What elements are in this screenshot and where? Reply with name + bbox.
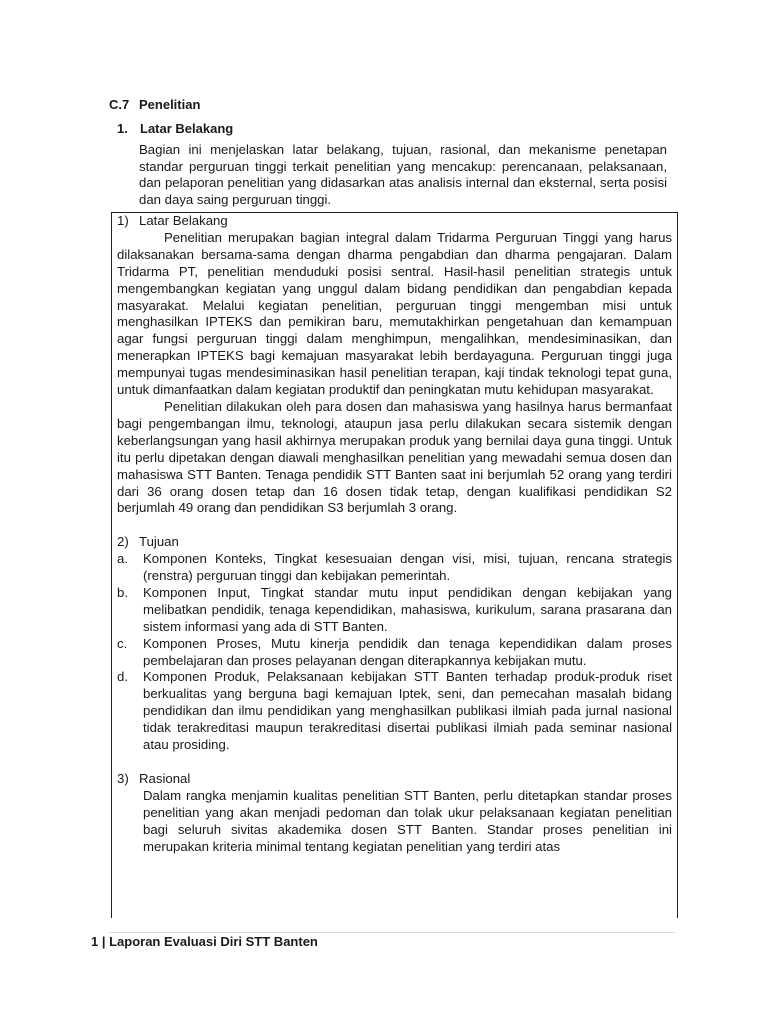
- latar-title: Latar Belakang: [139, 213, 228, 228]
- list-marker: b.: [117, 584, 128, 600]
- section-title: Penelitian: [139, 97, 201, 112]
- footer-divider: [109, 932, 675, 933]
- tujuan-item-b: [117, 585, 672, 636]
- subsection-title: Latar Belakang: [140, 121, 234, 136]
- tujuan-title-text: Tujuan: [139, 534, 179, 550]
- latar-paragraph-2: Penelitian dilakukan oleh para dosen dan mahasiswa yang hasilnya harus bermanfaat bagi pengembangan ilmu, teknologi, ataupun jasa perlu dilakukan secara sistemik dengan keberlangsungan yang hasil akhirnya merupakan produk yang bernilai daya guna tinggi. Untuk itu perlu dipetakan dengan diawali menghasilkan penelitian yang mewadahi semua dosen dan mahasiswa STT Banten. Tenaga pendidik STT Banten saat ini berjumlah 52 orang yang terdiri dari 36 orang dosen tetap dan 16 dosen tidak tetap, dengan kualifikasi pendidikan S2 berjumlah 49 orang dan pendidikan S3 berjumlah 3 orang.: [117, 398, 672, 516]
- section-heading: [109, 97, 200, 112]
- list-marker: a.: [117, 551, 128, 567]
- intro-paragraph: Bagian ini menjelaskan latar belakang, tujuan, rasional, dan mekanisme penetapan standar perguruan tinggi terkait penelitian yang mencakup: perencanaan, pelaksanaan, dan pelaporan penelitian yang didasarkan atas analisis internal dan eksternal, serta posisi dan daya saing perguruan tinggi.: [139, 142, 667, 207]
- rasional-paragraph: Dalam rangka menjamin kualitas penelitian STT Banten, perlu ditetapkan standar proses penelitian yang akan menjadi pedoman dan tolak ukur pelaksanaan kegiatan penelitian bagi seluruh sivitas akademika dosen STT Banten. Standar proses penelitian ini merupakan kriteria minimal tentang kegiatan penelitian yang terdiri atas: [143, 787, 672, 854]
- tujuan-title: [117, 534, 672, 551]
- tujuan-number: 2): [117, 534, 129, 550]
- list-item-text: Komponen Konteks, Tingkat kesesuaian dengan visi, misi, tujuan, rencana strategis (renstra) perguruan tinggi dan kebijakan pemerintah.: [143, 551, 672, 584]
- rasional-title: [117, 771, 672, 788]
- content-box: [111, 212, 678, 918]
- list-item-text: Komponen Produk, Pelaksanaan kebijakan STT Banten terhadap produk-produk riset berkualitas yang berguna bagi kemajuan Iptek, seni, dan pemecahan masalah bidang pendidikan dan ilmu pendidikan yang menghasilkan publikasi ilmiah pada jurnal nasional tidak terakreditasi maupun terakreditasi disertai publikasi ilmiah pada seminar nasional atau prosiding.: [143, 669, 672, 753]
- section-number: C.7: [109, 97, 130, 112]
- list-marker: d.: [117, 669, 128, 685]
- rasional-number: 3): [117, 770, 129, 786]
- latar-number: 1): [117, 213, 129, 228]
- subsection-number: 1.: [117, 121, 128, 136]
- tujuan-item-c: [117, 636, 672, 670]
- latar-belakang-title: [117, 213, 672, 230]
- latar-paragraph-1: Penelitian merupakan bagian integral dalam Tridarma Perguruan Tinggi yang harus dilaksanakan bersama-sama dengan dharma pengabdian dan dharma pengajaran. Dalam Tridarma PT, penelitian menduduki posisi sentral. Hasil-hasil penelitian strategis untuk mengembangkan kegiatan yang unggul dalam bidang pendidikan dan pengabdian kepada masyarakat. Melalui kegiatan penelitian, perguruan tinggi mengemban misi untuk menghasilkan IPTEKS dan pemikiran baru, memutakhirkan pengetahuan dan kemampuan agar fungsi perguruan tinggi dalam menghimpun, mengalihkan, mendesiminasikan, dan menerapkan IPTEKS bagi kemajuan masyarakat lebih berdayaguna. Perguruan tinggi juga mempunyai tugas mendesiminasikan hasil penelitian terapan, kaji tindak teknologi tepat guna, untuk dimanfaatkan dalam kegiatan produktif dan peningkatan mutu kehidupan masyarakat.: [117, 229, 672, 398]
- list-item-text: Komponen Input, Tingkat standar mutu input pendidikan dengan kebijakan yang melibatkan pendidik, tenaga kependidikan, mahasiswa, kurikulum, sarana prasarana dan sistem informasi yang ada di STT Banten.: [143, 584, 672, 634]
- list-item-text: Komponen Proses, Mutu kinerja pendidik dan tenaga kependidikan dalam proses pembelajaran dan proses pelayanan dengan diterapkannya kebijakan mutu.: [143, 635, 672, 668]
- spacer: [117, 754, 672, 771]
- page-footer: 1 | Laporan Evaluasi Diri STT Banten: [91, 934, 318, 949]
- content-box-body: [117, 213, 672, 855]
- spacer: [117, 517, 672, 534]
- list-marker: c.: [117, 635, 128, 651]
- rasional-title-text: Rasional: [139, 770, 191, 786]
- tujuan-item-d: [117, 669, 672, 754]
- subsection-heading: [117, 121, 233, 136]
- tujuan-item-a: [117, 551, 672, 585]
